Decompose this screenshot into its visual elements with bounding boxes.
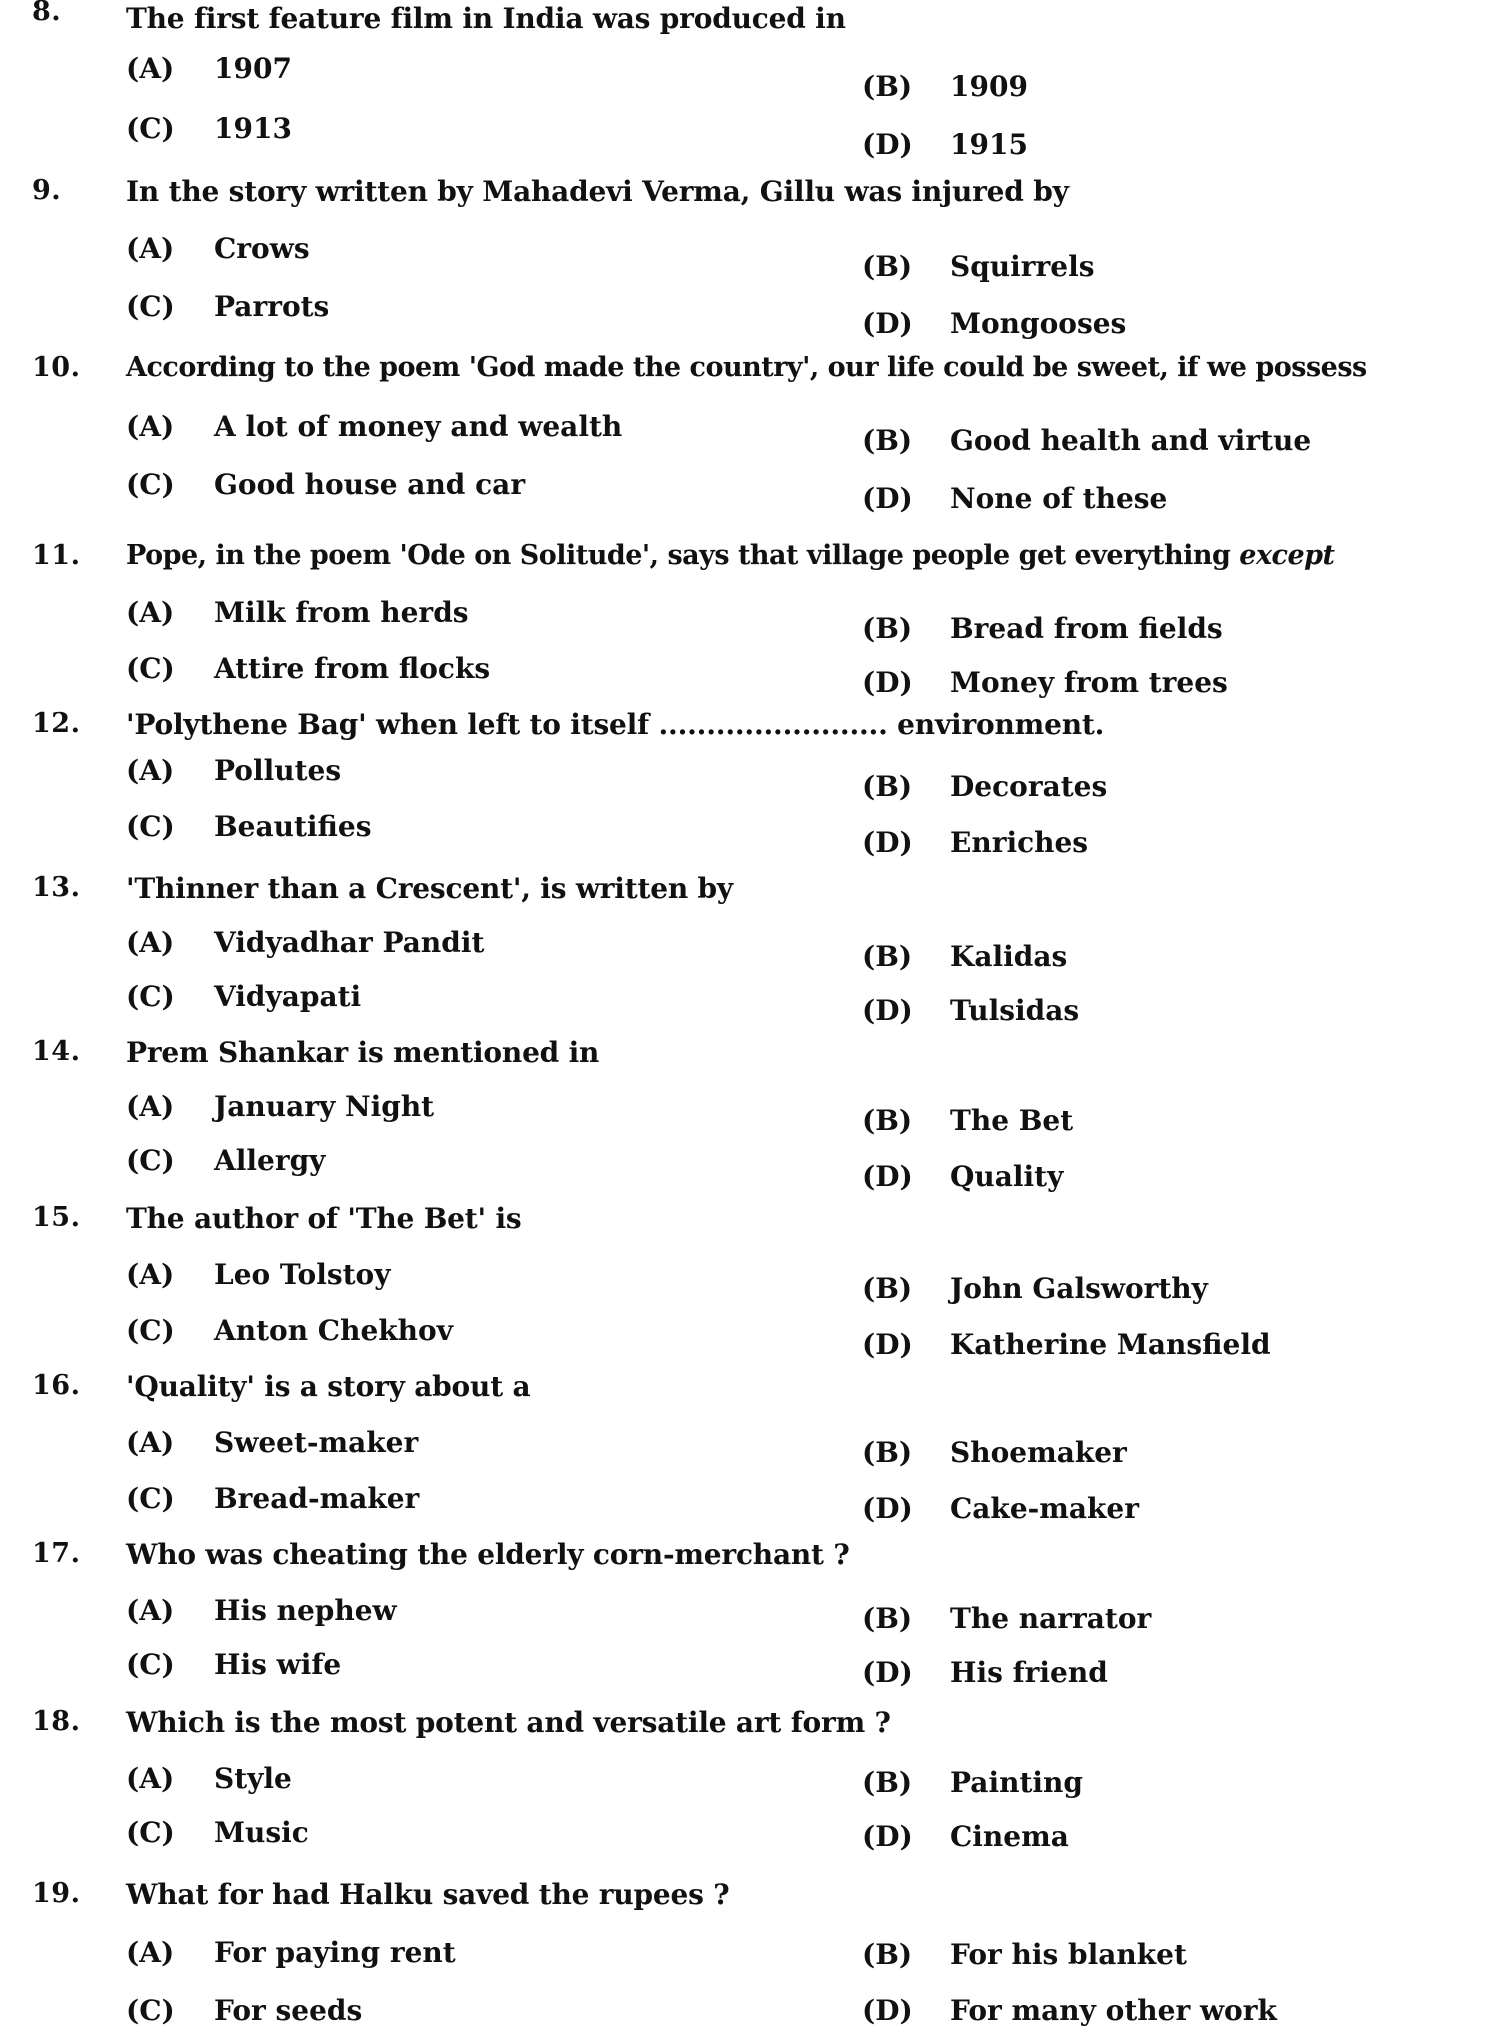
- option-text: Kalidas: [950, 940, 1068, 973]
- question-text: 'Thinner than a Crescent', is written by: [126, 872, 733, 905]
- option-text: For many other work: [950, 1994, 1277, 2027]
- option-text: 1909: [950, 70, 1028, 103]
- question-text: [126, 540, 1335, 571]
- question-text: In the story written by Mahadevi Verma, Gillu was injured by: [126, 175, 1069, 208]
- question-text-main: Pope, in the poem 'Ode on Solitude', says that village people get everything: [126, 540, 1231, 571]
- question-number: 14.: [32, 1036, 81, 1067]
- option-letter: (C): [126, 980, 175, 1013]
- option-letter: (C): [126, 1144, 175, 1177]
- option-text: Parrots: [214, 290, 330, 323]
- option-letter: (A): [126, 1426, 175, 1459]
- option-letter: (D): [862, 1656, 913, 1689]
- question-text: Prem Shankar is mentioned in: [126, 1036, 600, 1069]
- question-number: 12.: [32, 708, 81, 739]
- option-text: Shoemaker: [950, 1436, 1127, 1469]
- option-letter: (B): [862, 770, 913, 803]
- option-text: Money from trees: [950, 666, 1228, 699]
- option-text: Sweet-maker: [214, 1426, 419, 1459]
- option-letter: (D): [862, 994, 913, 1027]
- question-number: 13.: [32, 872, 81, 903]
- question-text: The author of 'The Bet' is: [126, 1202, 522, 1235]
- question-number: 19.: [32, 1878, 81, 1909]
- option-letter: (C): [126, 290, 175, 323]
- option-letter: (B): [862, 250, 913, 283]
- option-letter: (A): [126, 1594, 175, 1627]
- option-text: 1907: [214, 52, 292, 85]
- option-text: Style: [214, 1762, 292, 1795]
- option-text: The narrator: [950, 1602, 1152, 1635]
- option-letter: (D): [862, 826, 913, 859]
- option-letter: (A): [126, 1258, 175, 1291]
- option-letter: (D): [862, 666, 913, 699]
- option-letter: (C): [126, 1816, 175, 1849]
- option-text: His nephew: [214, 1594, 397, 1627]
- option-text: Vidyapati: [214, 980, 362, 1013]
- question-number: 18.: [32, 1706, 81, 1737]
- question-text: 'Quality' is a story about a: [126, 1370, 531, 1403]
- option-text: Pollutes: [214, 754, 342, 787]
- option-letter: (A): [126, 754, 175, 787]
- option-letter: (A): [126, 926, 175, 959]
- option-letter: (B): [862, 1272, 913, 1305]
- option-text: 1913: [214, 112, 292, 145]
- option-text: Quality: [950, 1160, 1064, 1193]
- option-letter: (B): [862, 940, 913, 973]
- question-number: 15.: [32, 1202, 81, 1233]
- option-letter: (C): [126, 1648, 175, 1681]
- question-number: 17.: [32, 1538, 81, 1569]
- option-text: Vidyadhar Pandit: [214, 926, 485, 959]
- question-text: Who was cheating the elderly corn-merchant ?: [126, 1538, 850, 1571]
- option-letter: (D): [862, 1328, 913, 1361]
- option-letter: (D): [862, 1160, 913, 1193]
- question-text: What for had Halku saved the rupees ?: [126, 1878, 730, 1911]
- question-text: Which is the most potent and versatile art form ?: [126, 1706, 891, 1739]
- option-text: Tulsidas: [950, 994, 1080, 1027]
- option-letter: (C): [126, 112, 175, 145]
- question-text: According to the poem 'God made the country', our life could be sweet, if we possess: [126, 352, 1367, 383]
- question-text: The first feature film in India was produced in: [126, 2, 846, 35]
- option-letter: (C): [126, 468, 175, 501]
- option-text: Allergy: [214, 1144, 326, 1177]
- option-text: His friend: [950, 1656, 1108, 1689]
- option-letter: (D): [862, 1994, 913, 2027]
- option-letter: (D): [862, 1492, 913, 1525]
- option-letter: (B): [862, 612, 913, 645]
- option-letter: (B): [862, 1104, 913, 1137]
- option-letter: (D): [862, 307, 913, 340]
- option-text: A lot of money and wealth: [214, 410, 623, 443]
- option-letter: (A): [126, 1090, 175, 1123]
- option-letter: (A): [126, 410, 175, 443]
- option-text: Mongooses: [950, 307, 1127, 340]
- option-letter: (B): [862, 1938, 913, 1971]
- option-letter: (A): [126, 1762, 175, 1795]
- option-text: Crows: [214, 232, 310, 265]
- option-text: Cinema: [950, 1820, 1069, 1853]
- option-letter: (C): [126, 652, 175, 685]
- option-text: 1915: [950, 128, 1028, 161]
- question-number: 9.: [32, 175, 62, 206]
- question-text: 'Polythene Bag' when left to itself ........................ environment.: [126, 708, 1105, 741]
- option-text: For seeds: [214, 1994, 363, 2027]
- option-text: Enriches: [950, 826, 1089, 859]
- option-letter: (B): [862, 1602, 913, 1635]
- option-letter: (A): [126, 1936, 175, 1969]
- option-text: None of these: [950, 482, 1168, 515]
- option-letter: (B): [862, 1766, 913, 1799]
- option-letter: (D): [862, 482, 913, 515]
- option-text: His wife: [214, 1648, 342, 1681]
- option-text: Music: [214, 1816, 309, 1849]
- option-text: Attire from flocks: [214, 652, 491, 685]
- question-number: 8.: [32, 0, 62, 27]
- option-letter: (A): [126, 596, 175, 629]
- question-number: 16.: [32, 1370, 81, 1401]
- option-letter: (C): [126, 1994, 175, 2027]
- option-text: Good house and car: [214, 468, 526, 501]
- option-text: Cake-maker: [950, 1492, 1139, 1525]
- question-number: 10.: [32, 352, 81, 383]
- option-letter: (B): [862, 424, 913, 457]
- option-text: Anton Chekhov: [214, 1314, 453, 1347]
- option-text: John Galsworthy: [950, 1272, 1208, 1305]
- option-text: Milk from herds: [214, 596, 469, 629]
- option-text: Decorates: [950, 770, 1108, 803]
- option-letter: (C): [126, 1482, 175, 1515]
- question-text-emphasis: except: [1239, 540, 1335, 571]
- option-text: The Bet: [950, 1104, 1074, 1137]
- option-letter: (D): [862, 1820, 913, 1853]
- option-letter: (C): [126, 1314, 175, 1347]
- option-text: For paying rent: [214, 1936, 456, 1969]
- option-text: For his blanket: [950, 1938, 1187, 1971]
- option-text: Painting: [950, 1766, 1083, 1799]
- question-number: 11.: [32, 540, 81, 571]
- option-text: Katherine Mansfield: [950, 1328, 1271, 1361]
- option-text: Good health and virtue: [950, 424, 1312, 457]
- option-letter: (C): [126, 810, 175, 843]
- option-letter: (B): [862, 70, 913, 103]
- option-letter: (A): [126, 52, 175, 85]
- option-letter: (A): [126, 232, 175, 265]
- option-text: Bread-maker: [214, 1482, 420, 1515]
- option-text: Squirrels: [950, 250, 1095, 283]
- option-text: Beautifies: [214, 810, 372, 843]
- option-letter: (B): [862, 1436, 913, 1469]
- option-text: Bread from fields: [950, 612, 1223, 645]
- option-text: Leo Tolstoy: [214, 1258, 391, 1291]
- option-text: January Night: [214, 1090, 435, 1123]
- option-letter: (D): [862, 128, 913, 161]
